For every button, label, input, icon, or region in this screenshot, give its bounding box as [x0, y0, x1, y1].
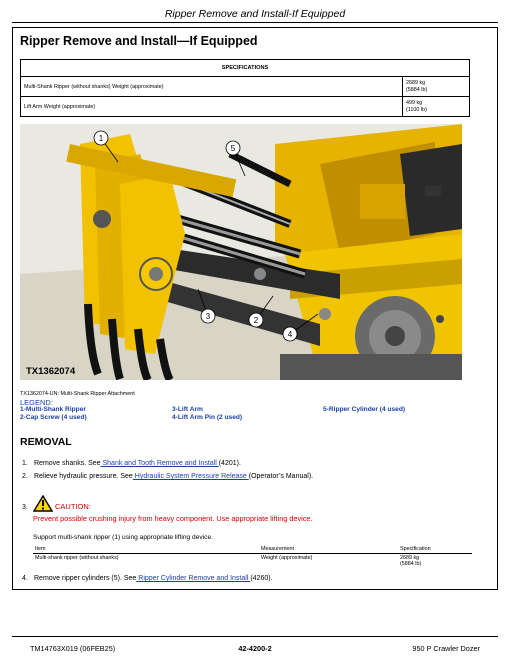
column-header-specification: Specification: [398, 545, 472, 554]
specifications-table: [20, 59, 470, 117]
caution-text: Prevent possible crushing injury from heavy component. Use appropriate lifting device.: [33, 514, 313, 523]
specification-cell: 2689 kg (5884 lb): [400, 555, 422, 567]
step-text: Remove ripper cylinders (5). See: [34, 575, 137, 582]
step-number: 1.: [22, 460, 28, 467]
step-3-text: Support multi-shank ripper (1) using appropriate lifting device.: [33, 534, 213, 541]
section-heading: REMOVAL: [20, 436, 72, 448]
ripper-cylinder-link[interactable]: Ripper Cylinder Remove and Install: [136, 575, 251, 582]
step-2: [22, 473, 313, 480]
step-text: (4201).: [218, 460, 241, 467]
step-text: Remove shanks. See: [34, 460, 101, 467]
step-1: [22, 460, 241, 467]
column-header-measurement: Measurement: [259, 545, 398, 554]
column-header-item: Item: [33, 545, 259, 554]
footer-rule: [12, 636, 498, 637]
measurement-cell: Weight (approximate): [261, 555, 313, 561]
legend-item: 4-Lift Arm Pin (2 used): [172, 414, 243, 421]
item-spec-table: [33, 545, 472, 568]
spec-row-value: 2689 kg (5884 lb): [403, 77, 470, 97]
spec-row-label: Lift Arm Weight (approximate): [21, 97, 403, 117]
footer-product: 950 P Crawler Dozer: [412, 644, 480, 653]
footer-page-number: 42-4200-2: [238, 644, 272, 653]
specifications-header: SPECIFICATIONS: [21, 60, 470, 77]
step-text: (Operator’s Manual).: [248, 473, 314, 480]
ripper-photo: [20, 124, 462, 380]
legend-item: 3-Lift Arm: [172, 406, 203, 413]
photo-id: TX1362074: [26, 366, 76, 377]
spec-row-label: Multi-Shank Ripper (without shanks) Weight (approximate): [21, 77, 403, 97]
running-header: Ripper Remove and Install-If Equipped: [164, 8, 346, 20]
step-text: Relieve hydraulic pressure. See: [34, 473, 133, 480]
step-text: (4260).: [250, 575, 273, 582]
page-title: Ripper Remove and Install—If Equipped: [20, 34, 258, 48]
header-rule: [12, 22, 498, 23]
spec-row-value: 499 kg (1100 lb): [403, 97, 470, 117]
caution-label: CAUTION:: [55, 502, 91, 511]
legend-item: 1-Multi-Shank Ripper: [20, 406, 86, 413]
callout-3-label: 3: [205, 312, 211, 321]
footer-doc-id: TM14763X019 (06FEB25): [30, 644, 116, 653]
legend-item: 5-Ripper Cylinder (4 used): [323, 406, 406, 413]
figure-caption: TX1362074-UN: Multi-Shank Ripper Attachment: [20, 391, 135, 397]
callout-5-label: 5: [230, 144, 236, 153]
legend-item: 2-Cap Screw (4 used): [20, 414, 87, 421]
callout-2-label: 2: [253, 316, 259, 325]
step-3-number: 3.: [22, 504, 28, 511]
step-4: [22, 575, 273, 582]
item-cell: Multi-shank ripper (without shanks): [35, 555, 119, 561]
step-number: 4.: [22, 575, 28, 582]
callout-4-label: 4: [287, 330, 293, 339]
shank-tooth-link[interactable]: Shank and Tooth Remove and Install: [100, 460, 219, 467]
hydraulic-pressure-link[interactable]: Hydraulic System Pressure Release: [132, 473, 249, 480]
callout-1-label: 1: [98, 134, 104, 143]
caution-icon: [33, 495, 53, 512]
table-row: [33, 554, 472, 569]
step-number: 2.: [22, 473, 28, 480]
legend-title: LEGEND:: [20, 398, 53, 407]
